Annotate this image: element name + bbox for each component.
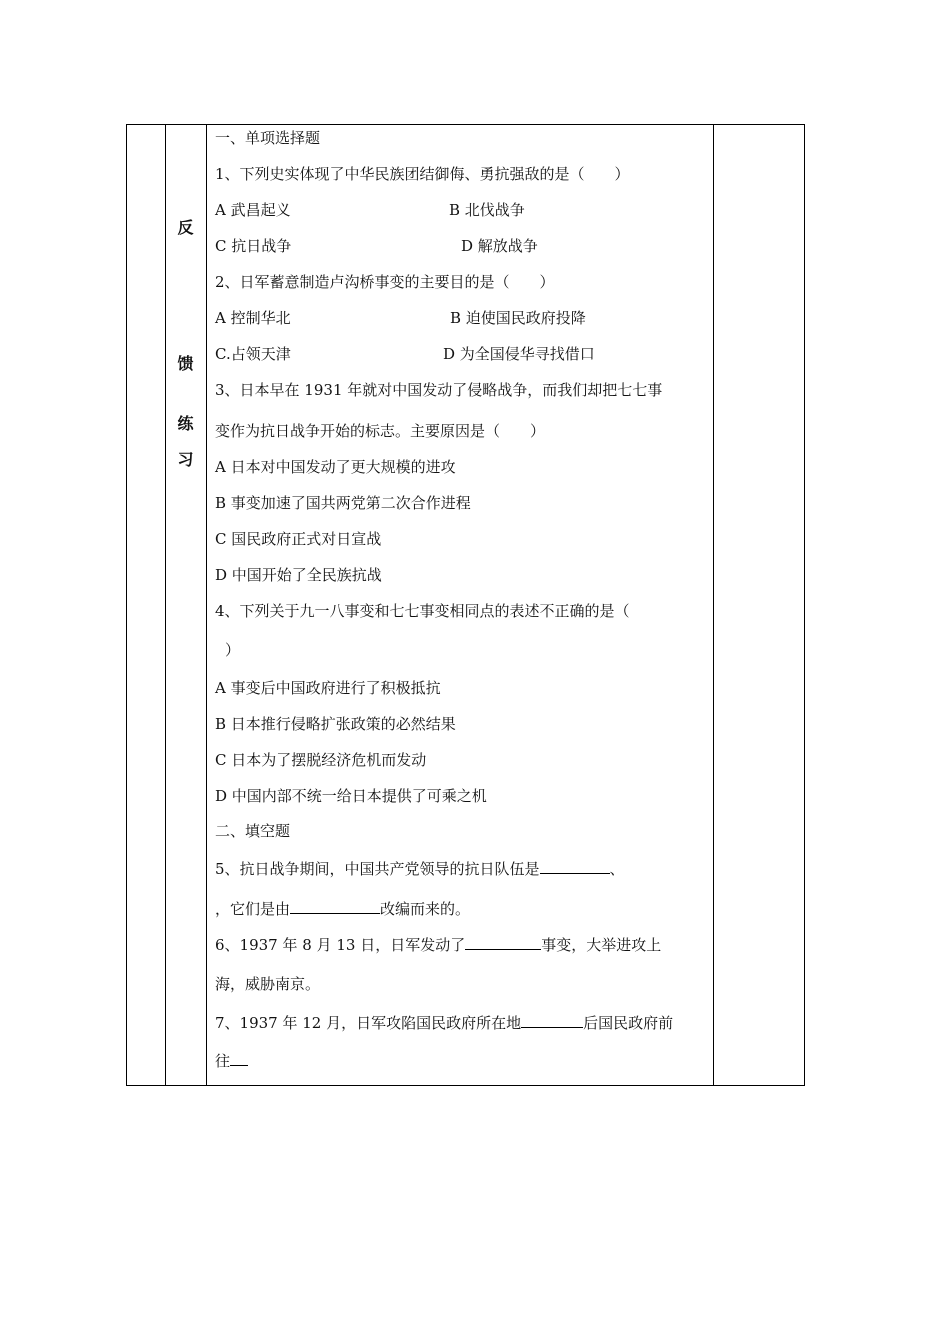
question-6-line-1 [215,934,661,955]
q1-option-d: D 解放战争 [461,237,538,255]
q7-text: 后国民政府前 [583,1014,674,1032]
q3-option-b: B 事变加速了国共两党第二次合作进程 [215,494,471,512]
q5-text: 、 [609,860,625,878]
question-5-line-1 [215,858,625,879]
answer-blank[interactable] [290,898,380,914]
question-5-line-2 [215,898,470,919]
answer-blank[interactable] [465,934,541,950]
q2-option-c: C.占领天津 [215,345,291,363]
answer-blank[interactable] [540,858,610,874]
q1-option-b: B 北伐战争 [449,201,525,219]
column-divider [165,125,166,1085]
q2-option-d: D 为全国侵华寻找借口 [443,345,595,363]
column-divider [206,125,207,1085]
answer-blank[interactable] [230,1050,248,1066]
question-4-line-1: 4、下列关于九一八事变和七七事变相同点的表述不正确的是（ [215,602,630,620]
question-6-line-2: 海，威胁南京。 [215,975,321,993]
question-7-line-1 [215,1012,673,1033]
q4-option-a: A 事变后中国政府进行了积极抵抗 [215,679,441,697]
section-title: 一、单项选择题 [215,129,321,147]
side-label-char: 习 [177,450,194,469]
answer-blank[interactable] [521,1012,583,1028]
section-title: 二、填空题 [215,822,291,840]
q5-text: ，它们是由 [215,900,291,918]
side-label-char: 练 [177,414,194,433]
side-label-char: 反 [177,218,194,237]
side-label-char: 馈 [177,354,194,373]
q1-option-c: C 抗日战争 [215,237,292,255]
q4-option-b: B 日本推行侵略扩张政策的必然结果 [215,715,456,733]
q6-text: 事变，大举进攻上 [541,936,662,954]
q7-text: 往 [215,1052,231,1070]
q1-option-a: A 武昌起义 [215,201,291,219]
q4-option-d: D 中国内部不统一给日本提供了可乘之机 [215,787,487,805]
question-4-line-2: ） [225,641,241,659]
question-3-line-2: 变作为抗日战争开始的标志。主要原因是（ ） [215,422,546,440]
question-3-line-1: 3、日本早在 1931 年就对中国发动了侵略战争，而我们却把七七事 [215,381,663,399]
q5-text: 5、抗日战争期间，中国共产党领导的抗日队伍是 [215,860,540,878]
q2-option-a: A 控制华北 [215,309,291,327]
question-2-text: 2、日军蓄意制造卢沟桥事变的主要目的是（ ） [215,273,555,291]
q3-option-a: A 日本对中国发动了更大规模的进攻 [215,458,456,476]
q4-option-c: C 日本为了摆脱经济危机而发动 [215,751,427,769]
column-divider [713,125,714,1085]
question-1-text: 1、下列史实体现了中华民族团结御侮、勇抗强敌的是（ ） [215,165,630,183]
q2-option-b: B 迫使国民政府投降 [450,309,586,327]
q3-option-c: C 国民政府正式对日宣战 [215,530,382,548]
q7-text: 7、1937 年 12 月，日军攻陷国民政府所在地 [215,1014,522,1032]
q3-option-d: D 中国开始了全民族抗战 [215,566,382,584]
q5-text: 改编而来的。 [380,900,471,918]
question-7-line-2 [215,1050,248,1071]
q6-text: 6、1937 年 8 月 13 日，日军发动了 [215,936,466,954]
